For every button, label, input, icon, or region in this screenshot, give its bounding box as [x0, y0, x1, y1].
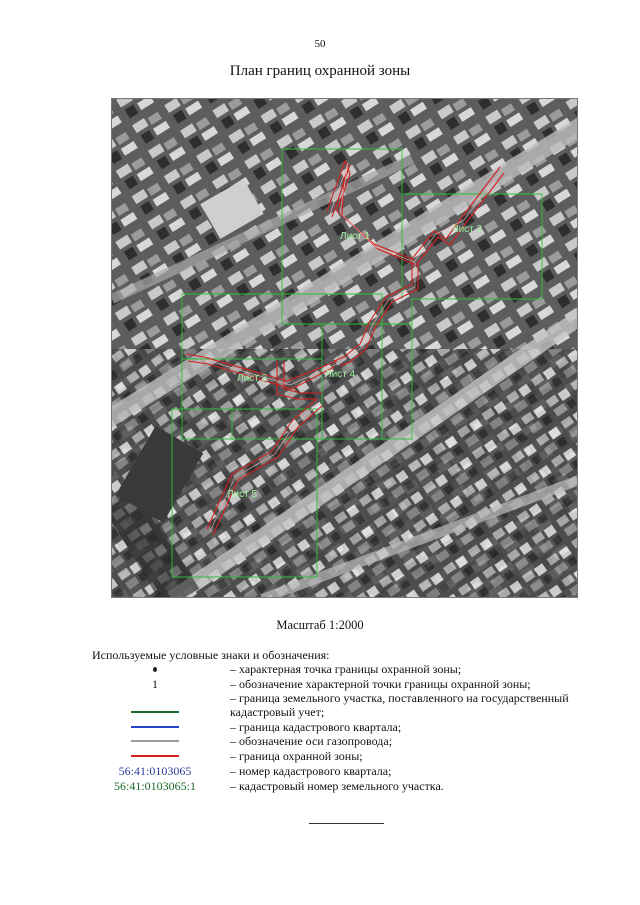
legend-item-description: – характерная точка границы охранной зоны; [230, 662, 462, 676]
map-scale: Масштаб 1:2000 [276, 618, 364, 632]
quarter-code-sample: 56:41:0103065 [118, 764, 192, 778]
aerial-map [111, 98, 578, 598]
protection-zone-line-icon [131, 755, 179, 757]
map-sheet-label: Лист 5 [227, 489, 258, 500]
legend-item [92, 734, 612, 748]
quarter-boundary-line-icon [131, 726, 179, 728]
map-sheet-label: Лист 4 [325, 369, 356, 380]
map-sheet-label: Лист 3 [237, 373, 268, 384]
parcel-boundary-line-icon [131, 711, 179, 713]
map-sheet-label: Лист 1 [340, 231, 371, 242]
legend-item-description: – обозначение оси газопровода; [230, 734, 393, 748]
legend-item [92, 779, 612, 793]
legend-item-description: – граница кадастрового квартала; [230, 720, 402, 734]
legend-item [92, 691, 612, 719]
legend-item [92, 662, 612, 676]
page-title: План границ охранной зоны [229, 63, 411, 79]
map-sheet-label: Лист 2 [452, 224, 483, 235]
legend-symbol-text: 1 [152, 677, 158, 691]
footer-divider [309, 823, 384, 824]
pipeline-axis-line-icon [131, 740, 179, 742]
legend-item-description: – граница земельного участка, поставленного на государственный кадастровый учет; [230, 691, 569, 719]
parcel-code-sample: 56:41:0103065:1 [113, 779, 196, 793]
boundary-point-dot-icon [153, 667, 157, 672]
legend-item [92, 677, 612, 691]
legend-item-description: – обозначение характерной точки границы охранной зоны; [230, 677, 531, 691]
page-number: 50 [314, 38, 326, 50]
map-canvas [112, 99, 578, 598]
legend-item [92, 749, 612, 763]
legend-item [92, 720, 612, 734]
legend-heading: Используемые условные знаки и обозначения: [92, 648, 330, 662]
legend-item-description: – граница охранной зоны; [230, 749, 363, 763]
legend-item-description: – кадастровый номер земельного участка. [230, 779, 444, 793]
legend-item-description: – номер кадастрового квартала; [230, 764, 392, 778]
legend-item [92, 764, 612, 778]
